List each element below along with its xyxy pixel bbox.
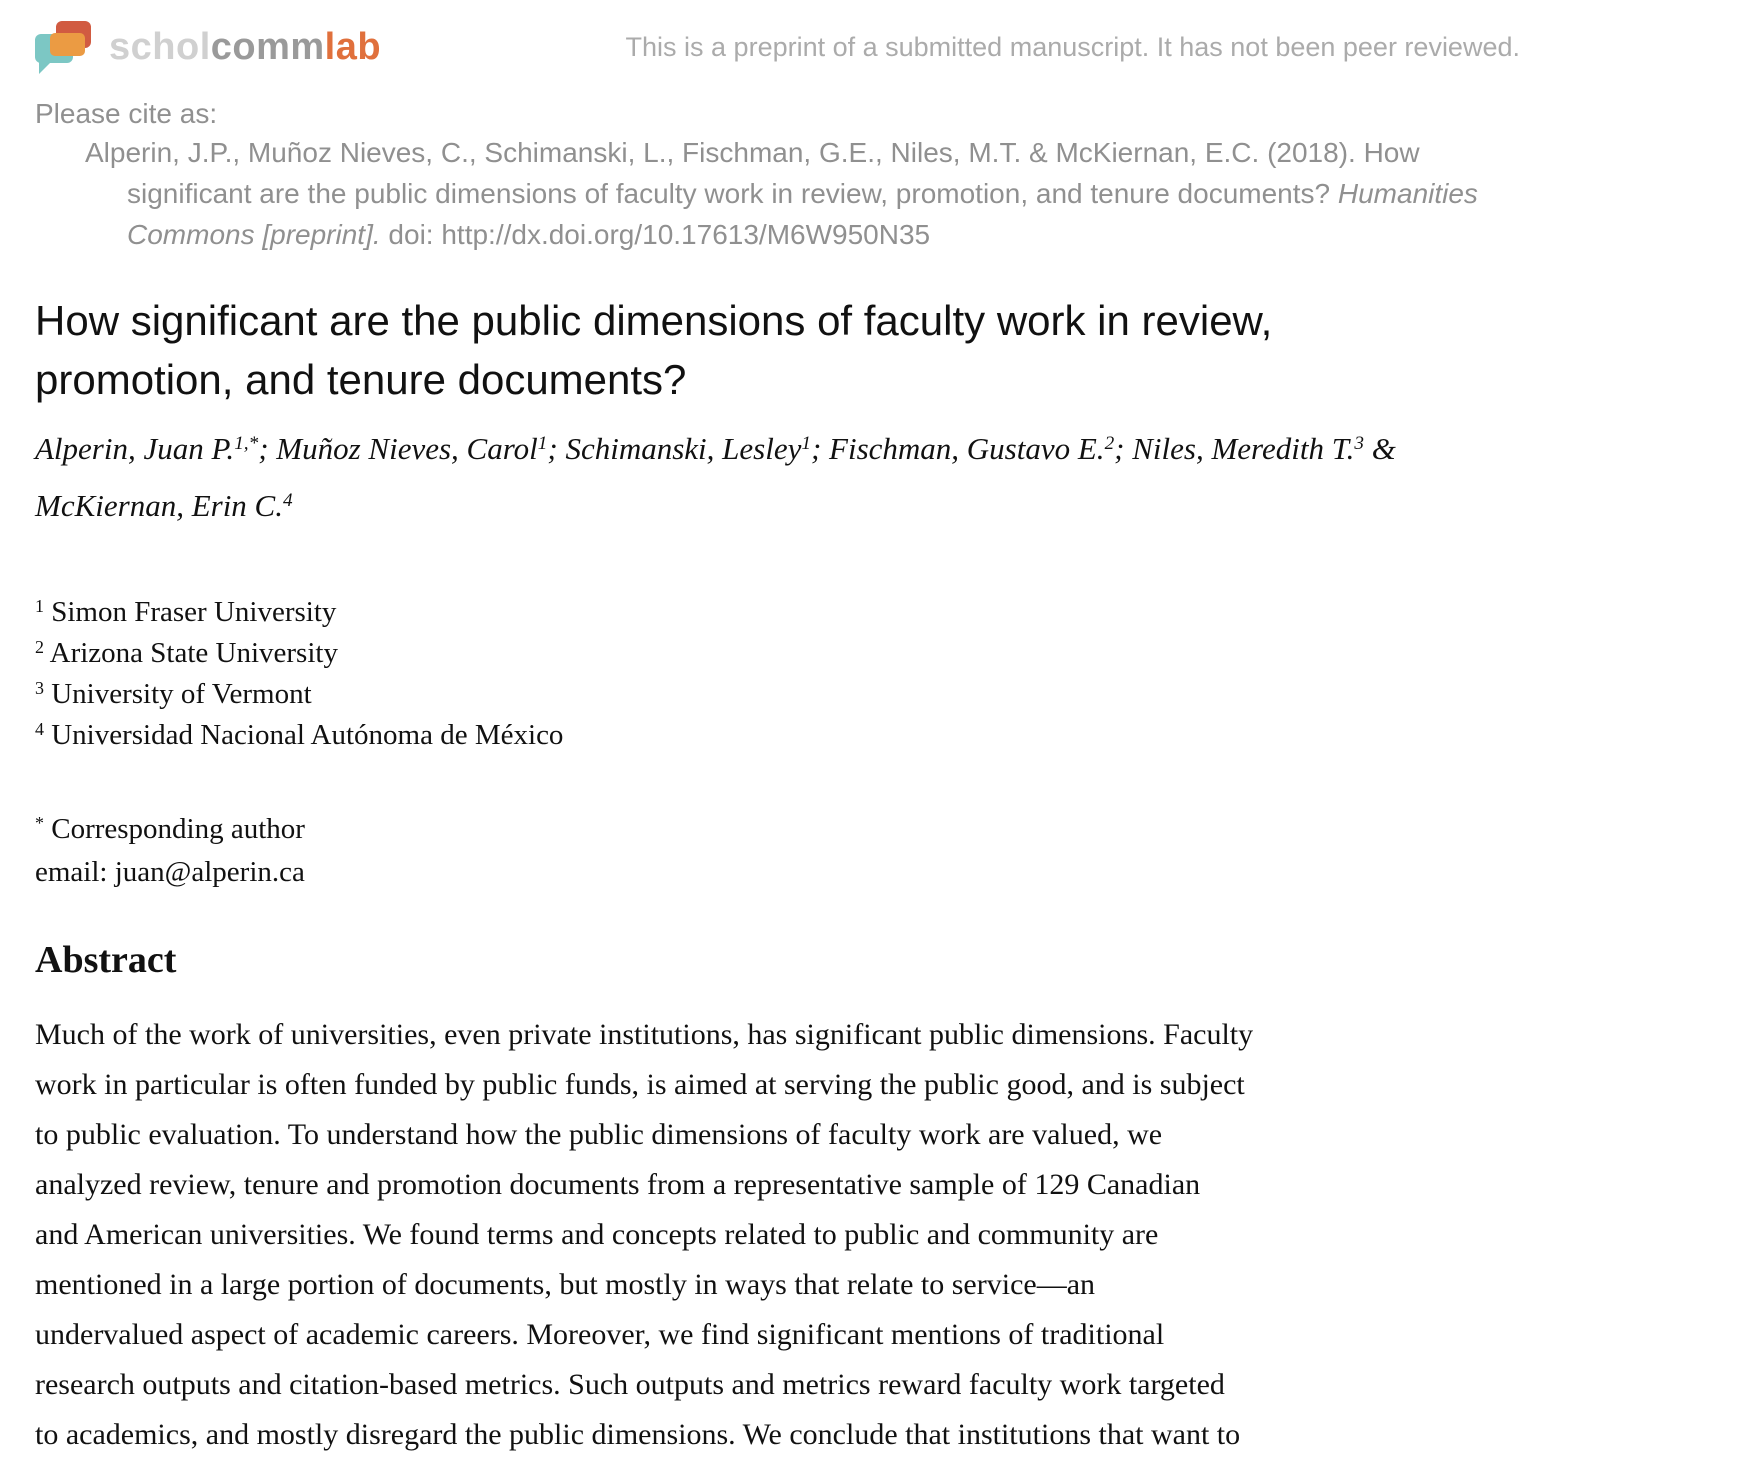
speech-bubble-tail-icon	[39, 61, 52, 74]
abstract-heading: Abstract	[35, 939, 177, 981]
author-name: Niles, Meredith T.	[1132, 431, 1355, 466]
author-separator: ;	[810, 431, 830, 466]
preprint-notice: This is a preprint of a submitted manuscript. It has not been peer reviewed.	[625, 31, 1520, 62]
speech-bubbles-icon	[35, 21, 93, 73]
citation-journal-name: Humanities	[1337, 178, 1478, 209]
abstract-line: work in particular is often funded by public funds, is aimed at serving the public good, and is subject	[35, 1068, 1245, 1101]
author-affiliation-marker: 1	[537, 433, 548, 455]
author-affiliation-marker: 1	[801, 433, 811, 455]
cite-as-label: Please cite as:	[35, 98, 218, 129]
affiliation-marker: 4	[35, 719, 44, 740]
author-separator: ;	[547, 431, 566, 466]
amber-bubble-icon	[50, 33, 85, 56]
scholcommlab-logo	[35, 21, 381, 73]
author-separator: &	[1364, 431, 1396, 466]
affiliation-marker: 2	[35, 637, 44, 658]
corresponding-marker: *	[35, 813, 44, 834]
author-line	[35, 480, 1520, 537]
abstract-line: and American universities. We found terms and concepts related to public and community are	[35, 1218, 1159, 1251]
abstract-line: Much of the work of universities, even private institutions, has significant public dimensions. Faculty	[35, 1018, 1254, 1051]
author-separator: ;	[1114, 431, 1133, 466]
affiliation-name: Arizona State University	[49, 637, 338, 669]
corresponding-email: email: juan@alperin.ca	[35, 856, 305, 888]
affiliation-item	[35, 675, 1520, 716]
affiliation-item	[35, 716, 1520, 757]
citation-journal-name: Commons [preprint].	[127, 219, 389, 250]
author-affiliation-marker: 4	[283, 490, 293, 512]
author-line	[35, 423, 1520, 480]
affiliation-name: Universidad Nacional Autónoma de México	[51, 719, 564, 751]
abstract-line: analyzed review, tenure and promotion documents from a representative sample of 129 Canadian	[35, 1168, 1201, 1201]
abstract-text	[35, 1010, 1520, 1460]
affiliation-name: Simon Fraser University	[51, 596, 337, 628]
abstract-line: to academics, and mostly disregard the public dimensions. We conclude that institutions that want to	[35, 1418, 1241, 1451]
affiliations	[35, 593, 1520, 757]
abstract-line: to public evaluation. To understand how the public dimensions of faculty work are valued, we	[35, 1118, 1163, 1151]
citation-line	[35, 214, 1520, 255]
author-affiliation-marker: 2	[1104, 433, 1115, 455]
abstract-line: undervalued aspect of academic careers. Moreover, we find significant mentions of traditional	[35, 1318, 1165, 1351]
corresponding-label: Corresponding author	[51, 813, 305, 845]
citation-text: Alperin, J.P., Muñoz Nieves, C., Schimanski, L., Fischman, G.E., Niles, M.T. & McKiernan, E.C. (2018). How	[85, 137, 1420, 168]
author-name: Alperin, Juan P.	[35, 431, 235, 466]
author-affiliation-marker: 1,*	[234, 433, 259, 455]
author-name: Schimanski, Lesley	[565, 431, 802, 466]
paper-title-line: promotion, and tenure documents?	[35, 356, 687, 403]
author-list	[35, 423, 1520, 537]
corresponding-author-line	[35, 809, 1520, 852]
affiliation-name: University of Vermont	[51, 678, 312, 710]
logo-wordmark-schol: schol	[109, 25, 211, 68]
paper-title	[35, 291, 1520, 409]
corresponding-author	[35, 809, 1520, 892]
author-separator: ;	[258, 431, 277, 466]
affiliation-marker: 1	[35, 596, 44, 617]
affiliation-marker: 3	[35, 678, 44, 699]
paper-title-line: How significant are the public dimensions of faculty work in review,	[35, 297, 1273, 344]
citation-line	[35, 173, 1520, 214]
logo-wordmark	[109, 26, 381, 69]
author-affiliation-marker: 3	[1354, 433, 1365, 455]
header	[35, 18, 1520, 76]
logo-wordmark-lab: lab	[324, 25, 382, 68]
citation-text: significant are the public dimensions of faculty work in review, promotion, and tenure documents?	[127, 178, 1338, 209]
logo-wordmark-comm: comm	[210, 25, 325, 68]
abstract-line: research outputs and citation-based metrics. Such outputs and metrics reward faculty work targeted	[35, 1368, 1225, 1401]
abstract-line: mentioned in a large portion of documents, but mostly in ways that relate to service—an	[35, 1268, 1096, 1301]
citation-block	[35, 96, 1520, 255]
author-name: Muñoz Nieves, Carol	[276, 431, 538, 466]
affiliation-item	[35, 634, 1520, 675]
affiliation-item	[35, 593, 1520, 634]
citation-doi: doi: http://dx.doi.org/10.17613/M6W950N35	[388, 219, 931, 250]
author-name: Fischman, Gustavo E.	[829, 431, 1105, 466]
author-name: McKiernan, Erin C.	[35, 488, 283, 523]
citation-line	[35, 132, 1520, 173]
